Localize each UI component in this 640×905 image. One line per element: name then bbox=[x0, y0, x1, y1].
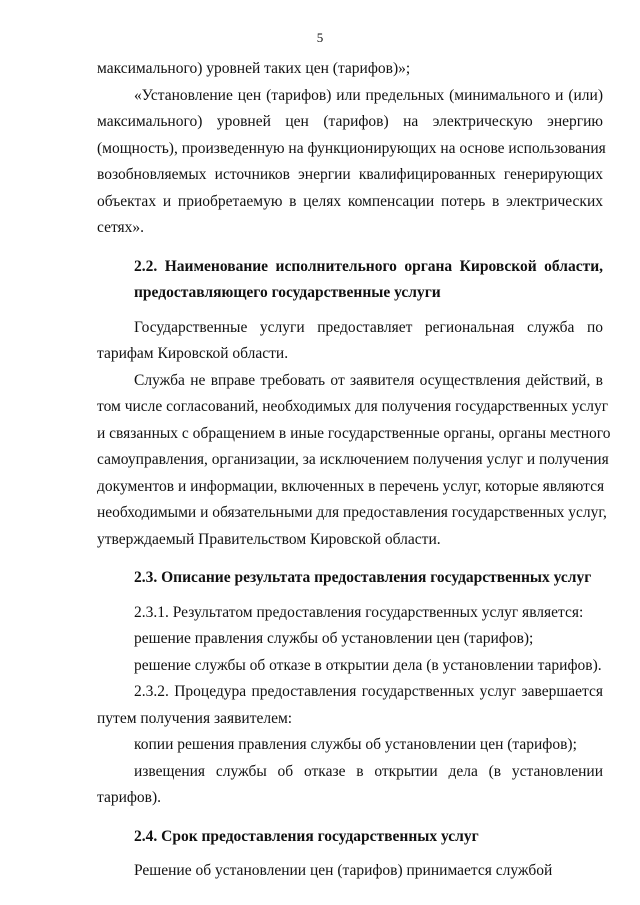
paragraph bbox=[97, 83, 606, 242]
paragraph bbox=[97, 315, 603, 368]
text-line: решение службы об отказе в открытии дела (в установлении тарифов). bbox=[134, 656, 602, 674]
text-line: документов и информации, включенных в перечень услуг, которые являются bbox=[97, 477, 605, 495]
text-line: сетях». bbox=[97, 219, 145, 236]
text-line: тарифов). bbox=[97, 789, 162, 806]
text-line: 2.3. Описание результата предоставления государственных услуг bbox=[134, 569, 592, 586]
text-line: 2.4. Срок предоставления государственных услуг bbox=[134, 827, 479, 845]
paragraph bbox=[97, 600, 603, 627]
text-line: объектах и приобретаемую в целях компенсации потерь в электрических bbox=[97, 192, 603, 210]
text-line: 2.2. Наименование исполнительного органа Кировской области, bbox=[134, 257, 603, 275]
paragraph bbox=[97, 368, 611, 554]
text-line: максимального) уровней таких цен (тарифов)»; bbox=[97, 60, 411, 77]
text-line: 2.3.1. Результатом предоставления государственных услуг является: bbox=[134, 603, 584, 621]
section-heading bbox=[97, 254, 603, 307]
text-line: тарифам Кировской области. bbox=[97, 345, 289, 362]
document-body bbox=[97, 56, 611, 885]
text-line: возобновляемых источников энергии квалифицированных генерирующих bbox=[97, 166, 603, 183]
text-line: 2.3.2. Процедура предоставления государственных услуг завершается bbox=[134, 683, 603, 700]
text-line: Решение об установлении цен (тарифов) принимается службой bbox=[134, 862, 553, 879]
paragraph bbox=[97, 56, 603, 83]
text-line: извещения службы об отказе в открытии дела (в установлении bbox=[134, 762, 603, 780]
section-heading bbox=[97, 824, 603, 851]
text-line: самоуправления, организации, за исключением получения услуг и получения bbox=[97, 451, 609, 468]
page-number: 5 bbox=[316, 30, 324, 45]
text-line: Служба не вправе требовать от заявителя осуществления действий, в bbox=[134, 371, 603, 389]
paragraph bbox=[97, 858, 603, 885]
text-line: (мощность), произведенную на функционирующих на основе использования bbox=[97, 139, 606, 157]
text-line: и связанных с обращением в иные государственные органы, органы местного bbox=[97, 424, 611, 442]
text-line: копии решения правления службы об установлении цен (тарифов); bbox=[134, 736, 577, 753]
text-line: Государственные услуги предоставляет региональная служба по bbox=[134, 318, 603, 336]
text-line: необходимыми и обязательными для предоставления государственных услуг, bbox=[97, 504, 607, 521]
text-line: «Установление цен (тарифов) или предельных (минимального и (или) bbox=[134, 86, 603, 104]
section-heading bbox=[97, 565, 603, 592]
paragraph bbox=[97, 679, 603, 732]
paragraph bbox=[97, 759, 603, 812]
paragraph bbox=[97, 732, 603, 759]
text-line: утверждаемый Правительством Кировской области. bbox=[97, 530, 441, 548]
text-line: том числе согласований, необходимых для получения государственных услуг bbox=[97, 398, 609, 415]
text-line: предоставляющего государственные услуги bbox=[134, 284, 441, 301]
text-line: путем получения заявителем: bbox=[97, 709, 293, 727]
paragraph bbox=[97, 653, 603, 680]
paragraph bbox=[97, 626, 603, 653]
text-line: решение правления службы об установлении цен (тарифов); bbox=[134, 630, 534, 647]
text-line: максимального) уровней цен (тарифов) на электрическую энергию bbox=[97, 113, 603, 130]
